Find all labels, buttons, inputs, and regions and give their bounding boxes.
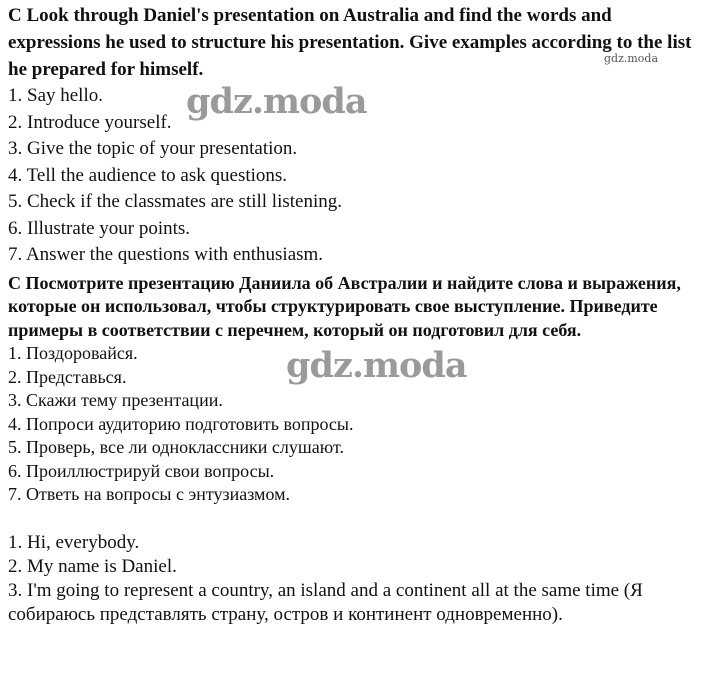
watermark-small: gdz.moda	[604, 52, 659, 65]
list-item: 4. Tell the audience to ask questions.	[8, 164, 288, 186]
list-item: 5. Check if the classmates are still listening.	[8, 191, 343, 212]
list-item: 1. Поздоровайся.	[8, 343, 138, 363]
list-item: 1. Say hello.	[8, 85, 103, 106]
list-item: 5. Проверь, все ли одноклассники слушают.	[8, 437, 344, 457]
watermark-logo: gdz.moda	[286, 345, 467, 386]
answer-item: 1. Hi, everybody.	[8, 531, 140, 553]
list-item: 7. Ответь на вопросы с энтузиазмом.	[8, 484, 290, 504]
answer-item: 3. I'm going to represent a country, an island and a continent all at the same time (Я собираюсь представлять страну, остров и континент одновременно).	[8, 579, 643, 625]
list-item: 3. Give the topic of your presentation.	[8, 138, 298, 159]
list-item: 3. Скажи тему презентации.	[8, 390, 223, 410]
list-item: 6. Проиллюстрируй свои вопросы.	[8, 460, 275, 481]
exercise-heading-ru: С Посмотрите презентацию Даниила об Австралии и найдите слова и выражения, которые он использовал, чтобы структурировать свое выступление. Приведите примеры в соответствии с перечнем, который он подготовил для себя.	[8, 272, 681, 340]
list-item: 2. Представься.	[8, 366, 127, 387]
list-item: 2. Introduce yourself.	[8, 111, 172, 133]
section-gap	[8, 507, 698, 531]
list-item: 4. Попроси аудиторию подготовить вопросы.	[8, 413, 354, 434]
list-item: 6. Illustrate your points.	[8, 217, 191, 239]
exercise-heading-en: C Look through Daniel's presentation on Australia and find the words and expressions he used to structure his presentation. Give examples according to the list he prepared for himself.	[8, 5, 692, 80]
answer-list	[8, 531, 698, 627]
answer-item: 2. My name is Daniel.	[8, 555, 177, 577]
watermark-logo: gdz.moda	[186, 81, 367, 122]
list-item: 7. Answer the questions with enthusiasm.	[8, 244, 324, 265]
